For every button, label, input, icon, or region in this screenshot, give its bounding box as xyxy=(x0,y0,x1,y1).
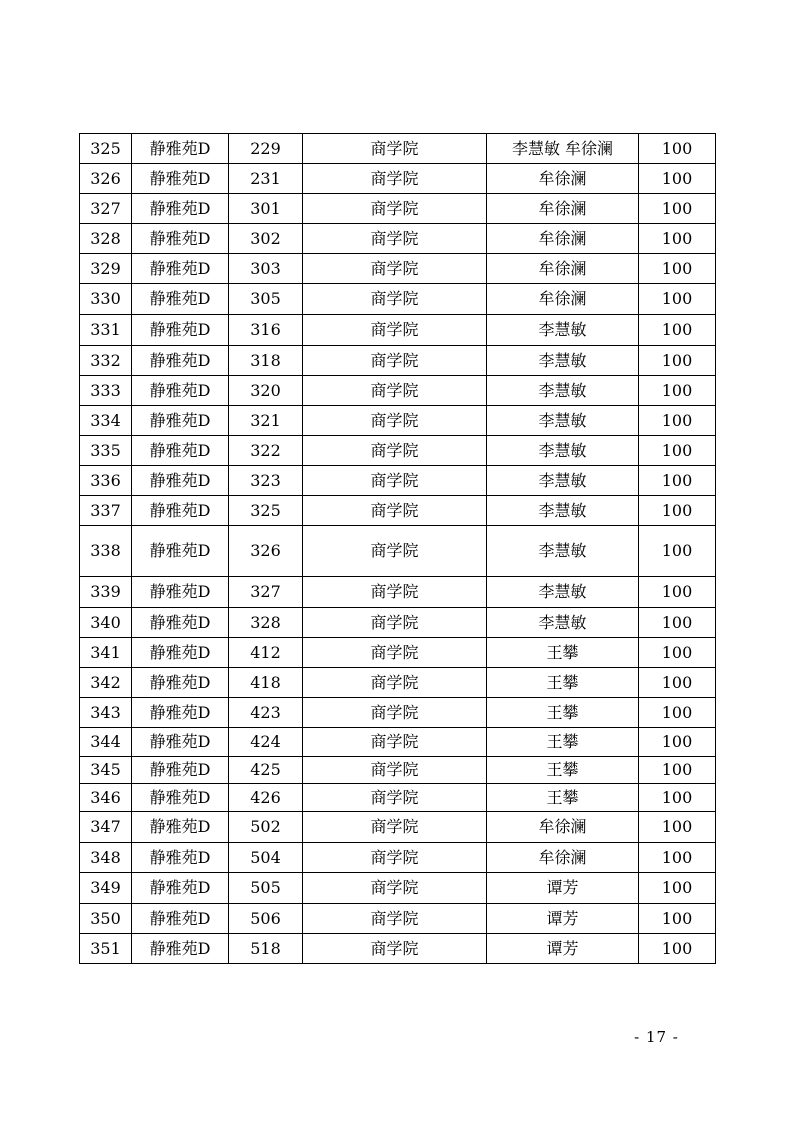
table-row xyxy=(80,812,716,843)
row-number: 345 xyxy=(80,757,132,784)
counselor-name: 王攀 xyxy=(487,728,639,757)
table-row xyxy=(80,406,716,436)
table-row xyxy=(80,843,716,873)
college-name: 商学院 xyxy=(303,698,487,728)
counselor-name: 王攀 xyxy=(487,698,639,728)
row-number: 346 xyxy=(80,784,132,812)
building-name: 静雅苑D xyxy=(132,757,229,784)
college-name: 商学院 xyxy=(303,668,487,698)
room-number: 301 xyxy=(229,194,303,224)
college-name: 商学院 xyxy=(303,638,487,668)
row-number: 334 xyxy=(80,406,132,436)
room-number: 426 xyxy=(229,784,303,812)
college-name: 商学院 xyxy=(303,757,487,784)
score-value: 100 xyxy=(639,668,716,698)
table-row xyxy=(80,698,716,728)
college-name: 商学院 xyxy=(303,254,487,284)
row-number: 343 xyxy=(80,698,132,728)
table-row xyxy=(80,496,716,526)
row-number: 333 xyxy=(80,376,132,406)
room-number: 418 xyxy=(229,668,303,698)
row-number: 347 xyxy=(80,812,132,843)
table-row xyxy=(80,254,716,284)
score-value: 100 xyxy=(639,608,716,638)
counselor-name: 王攀 xyxy=(487,668,639,698)
score-value: 100 xyxy=(639,577,716,608)
counselor-name: 李慧敏 xyxy=(487,315,639,346)
table-row xyxy=(80,224,716,254)
row-number: 341 xyxy=(80,638,132,668)
score-value: 100 xyxy=(639,843,716,873)
building-name: 静雅苑D xyxy=(132,284,229,315)
building-name: 静雅苑D xyxy=(132,346,229,376)
counselor-name: 牟徐澜 xyxy=(487,284,639,315)
table-row xyxy=(80,466,716,496)
room-number: 302 xyxy=(229,224,303,254)
room-number: 423 xyxy=(229,698,303,728)
table-row xyxy=(80,376,716,406)
building-name: 静雅苑D xyxy=(132,315,229,346)
building-name: 静雅苑D xyxy=(132,164,229,194)
score-value: 100 xyxy=(639,784,716,812)
building-name: 静雅苑D xyxy=(132,526,229,577)
building-name: 静雅苑D xyxy=(132,224,229,254)
counselor-name: 李慧敏 牟徐澜 xyxy=(487,134,639,164)
building-name: 静雅苑D xyxy=(132,376,229,406)
building-name: 静雅苑D xyxy=(132,698,229,728)
score-value: 100 xyxy=(639,346,716,376)
building-name: 静雅苑D xyxy=(132,608,229,638)
room-number: 412 xyxy=(229,638,303,668)
room-number: 502 xyxy=(229,812,303,843)
row-number: 331 xyxy=(80,315,132,346)
score-value: 100 xyxy=(639,466,716,496)
score-value: 100 xyxy=(639,284,716,315)
table-row xyxy=(80,577,716,608)
table-row xyxy=(80,526,716,577)
counselor-name: 牟徐澜 xyxy=(487,254,639,284)
room-number: 320 xyxy=(229,376,303,406)
score-value: 100 xyxy=(639,638,716,668)
room-number: 506 xyxy=(229,904,303,934)
counselor-name: 李慧敏 xyxy=(487,436,639,466)
score-value: 100 xyxy=(639,406,716,436)
counselor-name: 牟徐澜 xyxy=(487,194,639,224)
row-number: 340 xyxy=(80,608,132,638)
table-row xyxy=(80,757,716,784)
room-number: 231 xyxy=(229,164,303,194)
counselor-name: 牟徐澜 xyxy=(487,224,639,254)
counselor-name: 李慧敏 xyxy=(487,526,639,577)
table-row xyxy=(80,284,716,315)
college-name: 商学院 xyxy=(303,873,487,904)
building-name: 静雅苑D xyxy=(132,784,229,812)
score-value: 100 xyxy=(639,194,716,224)
score-value: 100 xyxy=(639,728,716,757)
table-row xyxy=(80,728,716,757)
row-number: 338 xyxy=(80,526,132,577)
counselor-name: 王攀 xyxy=(487,784,639,812)
table-row xyxy=(80,134,716,164)
counselor-name: 李慧敏 xyxy=(487,608,639,638)
room-number: 328 xyxy=(229,608,303,638)
counselor-name: 李慧敏 xyxy=(487,406,639,436)
college-name: 商学院 xyxy=(303,406,487,436)
row-number: 337 xyxy=(80,496,132,526)
building-name: 静雅苑D xyxy=(132,843,229,873)
counselor-name: 谭芳 xyxy=(487,934,639,964)
score-value: 100 xyxy=(639,526,716,577)
row-number: 350 xyxy=(80,904,132,934)
college-name: 商学院 xyxy=(303,134,487,164)
score-value: 100 xyxy=(639,904,716,934)
college-name: 商学院 xyxy=(303,436,487,466)
college-name: 商学院 xyxy=(303,346,487,376)
room-number: 318 xyxy=(229,346,303,376)
building-name: 静雅苑D xyxy=(132,668,229,698)
dormitory-score-table xyxy=(79,133,716,964)
counselor-name: 谭芳 xyxy=(487,904,639,934)
room-number: 518 xyxy=(229,934,303,964)
college-name: 商学院 xyxy=(303,812,487,843)
row-number: 351 xyxy=(80,934,132,964)
table-row xyxy=(80,638,716,668)
row-number: 328 xyxy=(80,224,132,254)
building-name: 静雅苑D xyxy=(132,254,229,284)
table-row xyxy=(80,668,716,698)
college-name: 商学院 xyxy=(303,608,487,638)
table-row xyxy=(80,436,716,466)
room-number: 504 xyxy=(229,843,303,873)
table-row xyxy=(80,904,716,934)
counselor-name: 李慧敏 xyxy=(487,466,639,496)
college-name: 商学院 xyxy=(303,466,487,496)
table-row xyxy=(80,315,716,346)
row-number: 339 xyxy=(80,577,132,608)
building-name: 静雅苑D xyxy=(132,812,229,843)
room-number: 505 xyxy=(229,873,303,904)
building-name: 静雅苑D xyxy=(132,934,229,964)
score-value: 100 xyxy=(639,698,716,728)
table-row xyxy=(80,873,716,904)
room-number: 305 xyxy=(229,284,303,315)
counselor-name: 李慧敏 xyxy=(487,346,639,376)
college-name: 商学院 xyxy=(303,194,487,224)
row-number: 342 xyxy=(80,668,132,698)
college-name: 商学院 xyxy=(303,526,487,577)
room-number: 326 xyxy=(229,526,303,577)
counselor-name: 王攀 xyxy=(487,638,639,668)
table-row xyxy=(80,784,716,812)
score-value: 100 xyxy=(639,934,716,964)
counselor-name: 李慧敏 xyxy=(487,577,639,608)
row-number: 348 xyxy=(80,843,132,873)
row-number: 349 xyxy=(80,873,132,904)
room-number: 424 xyxy=(229,728,303,757)
table-body xyxy=(80,134,716,964)
building-name: 静雅苑D xyxy=(132,496,229,526)
table-row xyxy=(80,934,716,964)
score-value: 100 xyxy=(639,254,716,284)
score-value: 100 xyxy=(639,812,716,843)
table-row xyxy=(80,608,716,638)
building-name: 静雅苑D xyxy=(132,466,229,496)
college-name: 商学院 xyxy=(303,934,487,964)
score-value: 100 xyxy=(639,873,716,904)
counselor-name: 牟徐澜 xyxy=(487,812,639,843)
score-value: 100 xyxy=(639,134,716,164)
counselor-name: 李慧敏 xyxy=(487,496,639,526)
building-name: 静雅苑D xyxy=(132,194,229,224)
page-number xyxy=(0,1028,793,1046)
college-name: 商学院 xyxy=(303,376,487,406)
row-number: 335 xyxy=(80,436,132,466)
college-name: 商学院 xyxy=(303,284,487,315)
counselor-name: 李慧敏 xyxy=(487,376,639,406)
score-value: 100 xyxy=(639,224,716,254)
row-number: 336 xyxy=(80,466,132,496)
score-value: 100 xyxy=(639,757,716,784)
room-number: 321 xyxy=(229,406,303,436)
room-number: 303 xyxy=(229,254,303,284)
score-value: 100 xyxy=(639,496,716,526)
building-name: 静雅苑D xyxy=(132,134,229,164)
counselor-name: 王攀 xyxy=(487,757,639,784)
college-name: 商学院 xyxy=(303,904,487,934)
building-name: 静雅苑D xyxy=(132,873,229,904)
counselor-name: 牟徐澜 xyxy=(487,164,639,194)
building-name: 静雅苑D xyxy=(132,577,229,608)
college-name: 商学院 xyxy=(303,224,487,254)
college-name: 商学院 xyxy=(303,843,487,873)
score-value: 100 xyxy=(639,376,716,406)
college-name: 商学院 xyxy=(303,496,487,526)
row-number: 325 xyxy=(80,134,132,164)
building-name: 静雅苑D xyxy=(132,406,229,436)
room-number: 327 xyxy=(229,577,303,608)
room-number: 322 xyxy=(229,436,303,466)
row-number: 326 xyxy=(80,164,132,194)
score-value: 100 xyxy=(639,315,716,346)
room-number: 316 xyxy=(229,315,303,346)
row-number: 332 xyxy=(80,346,132,376)
table-row xyxy=(80,194,716,224)
building-name: 静雅苑D xyxy=(132,436,229,466)
college-name: 商学院 xyxy=(303,577,487,608)
row-number: 329 xyxy=(80,254,132,284)
counselor-name: 牟徐澜 xyxy=(487,843,639,873)
college-name: 商学院 xyxy=(303,728,487,757)
score-value: 100 xyxy=(639,436,716,466)
row-number: 330 xyxy=(80,284,132,315)
building-name: 静雅苑D xyxy=(132,728,229,757)
table-row xyxy=(80,164,716,194)
score-value: 100 xyxy=(639,164,716,194)
building-name: 静雅苑D xyxy=(132,904,229,934)
row-number: 327 xyxy=(80,194,132,224)
room-number: 229 xyxy=(229,134,303,164)
college-name: 商学院 xyxy=(303,164,487,194)
row-number: 344 xyxy=(80,728,132,757)
table-row xyxy=(80,346,716,376)
college-name: 商学院 xyxy=(303,315,487,346)
building-name: 静雅苑D xyxy=(132,638,229,668)
room-number: 325 xyxy=(229,496,303,526)
room-number: 425 xyxy=(229,757,303,784)
counselor-name: 谭芳 xyxy=(487,873,639,904)
room-number: 323 xyxy=(229,466,303,496)
college-name: 商学院 xyxy=(303,784,487,812)
page-number-text: - 17 - xyxy=(634,1028,679,1046)
